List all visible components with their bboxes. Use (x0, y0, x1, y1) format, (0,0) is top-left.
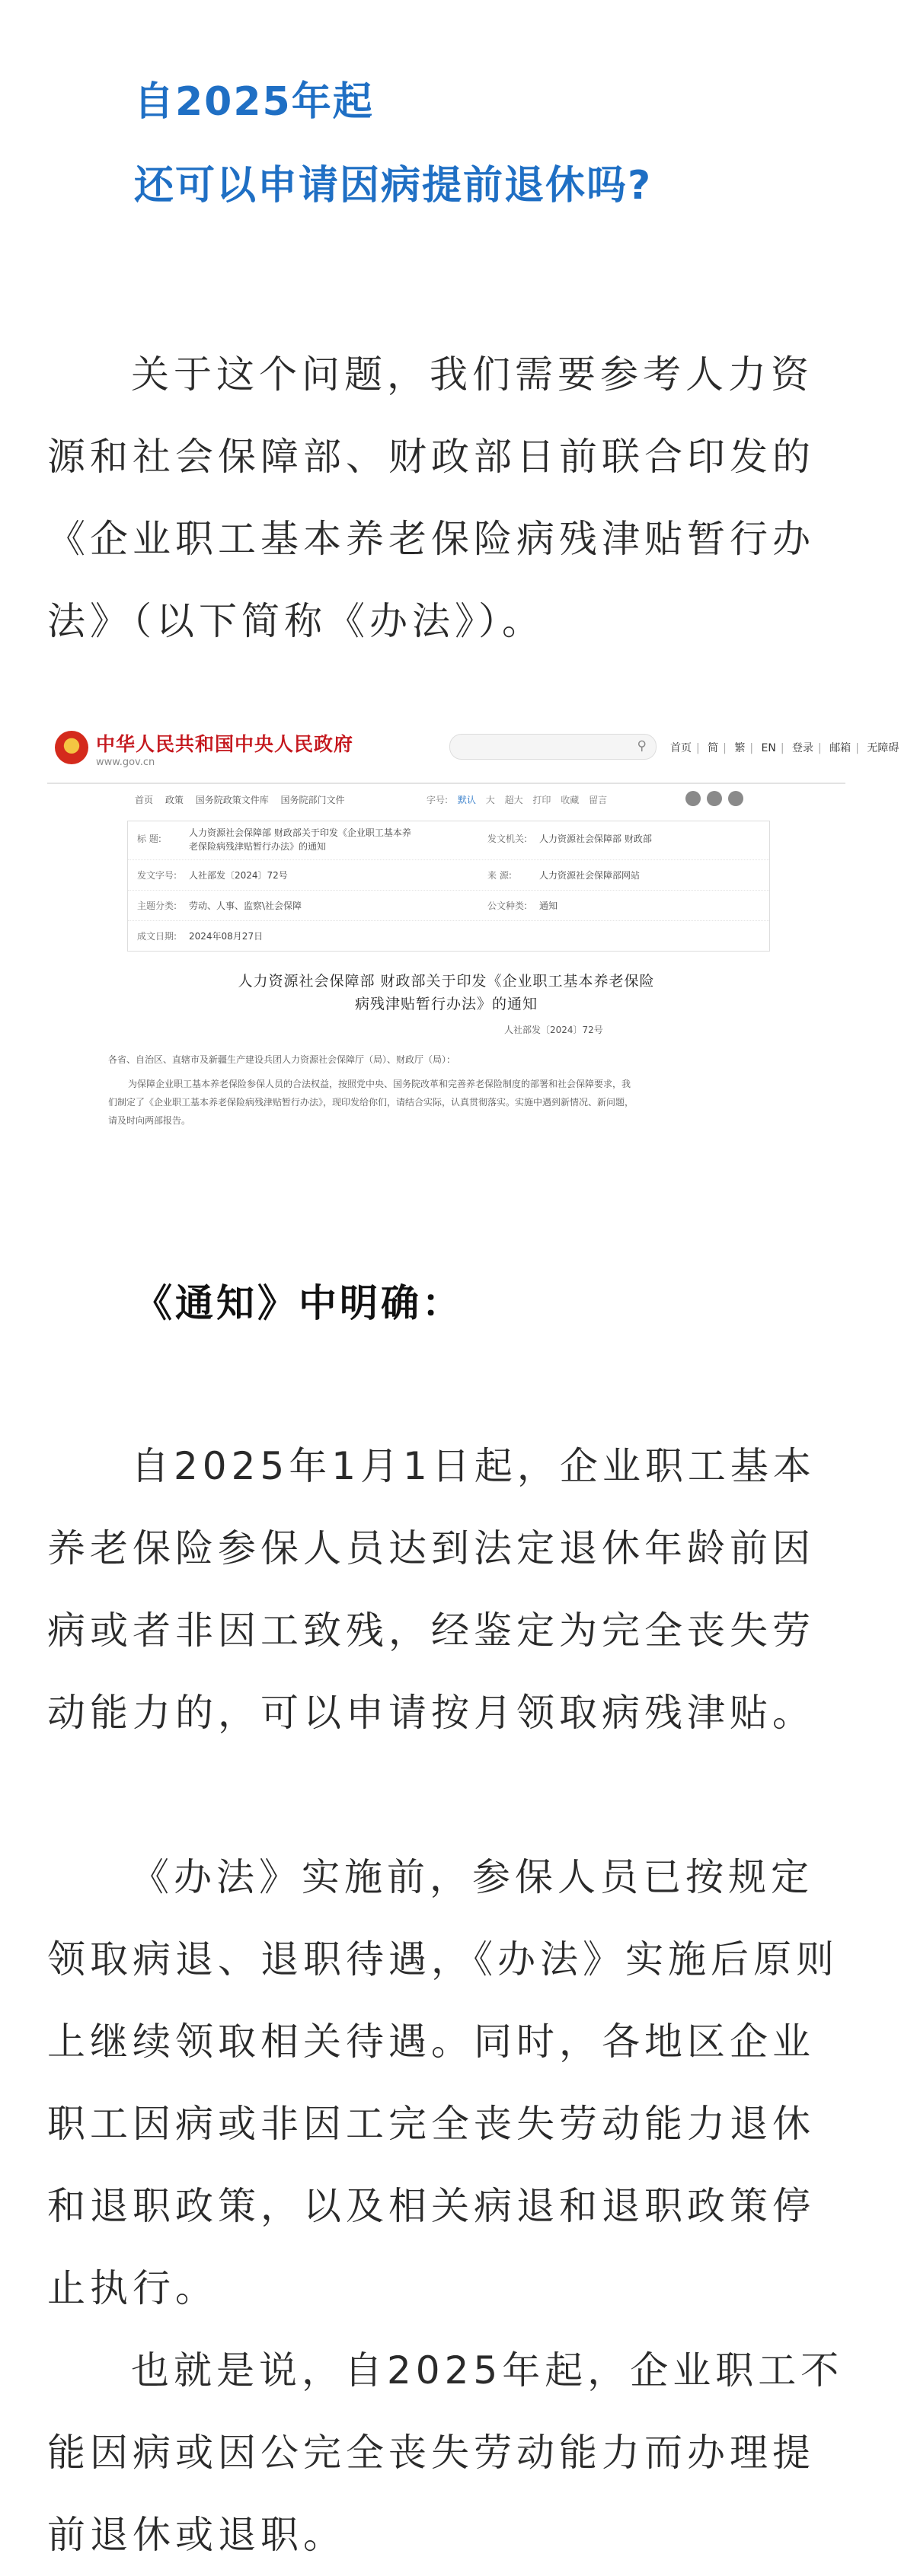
info-row-date: 成文日期: 2024年08月27日 (137, 931, 264, 942)
doc-recipients: 各省、自治区、直辖市及新疆生产建设兵团人力资源社会保障厅（局）、财政厅（局）： (108, 1054, 456, 1065)
font-extra-button[interactable]: 超大 (504, 795, 523, 805)
notice-heading: 《通知》中明确： (134, 1281, 463, 1325)
nav-accessibility[interactable]: 无障碍 (867, 742, 899, 754)
qq-share-icon[interactable] (728, 791, 743, 806)
gov-search-input[interactable] (449, 734, 657, 760)
doc-title-line1: 人力资源社会保障部 财政部关于印发《企业职工基本养老保险 (238, 973, 655, 990)
doc-body-line1: 为保障企业职工基本养老保险参保人员的合法权益，按照党中央、国务院改革和完善养老保险制度的部署和社会保障要求，我 (128, 1079, 631, 1089)
breadcrumb (135, 793, 354, 806)
font-large-button[interactable]: 大 (485, 795, 495, 805)
doc-number: 人社部发〔2024〕72号 (504, 1025, 603, 1035)
nav-login[interactable]: 登录 (792, 742, 814, 754)
nav-english[interactable]: EN (761, 742, 776, 754)
nav-mail[interactable]: 邮箱 (829, 742, 851, 754)
document-info-box (127, 821, 770, 952)
gov-header (47, 719, 899, 786)
paragraph-3: 也就是说，自2025年起，企业职工不能因病或因公完全丧失劳动能力而办理提前退休或退职。 (47, 2348, 844, 2557)
gov-site-url: www.gov.cn (96, 757, 155, 768)
intro-paragraph: 关于这个问题，我们需要参考人力资源和社会保障部、财政部日前联合印发的《企业职工基本养老保险病残津贴暂行办法》（以下简称《办法》）。 (47, 352, 815, 643)
article-title-line2: 还可以申请因病提前退休吗? (134, 163, 653, 209)
breadcrumb-home[interactable]: 首页 (135, 795, 154, 805)
doc-body-line3: 请及时向两部报告。 (108, 1115, 191, 1126)
national-emblem-icon (55, 731, 88, 764)
doc-body-line2: 们制定了《企业职工基本养老保险病残津贴暂行办法》，现印发给你们，请结合实际，认真贯彻落实。实施中遇到新情况、新问题， (108, 1097, 634, 1108)
gov-site-name[interactable]: 中华人民共和国中央人民政府 (96, 733, 354, 755)
comment-button[interactable]: 留言 (589, 795, 608, 805)
nav-simplified[interactable]: 简 (708, 742, 719, 754)
info-row-title: 标 题: 人力资源社会保障部 财政部关于印发《企业职工基本养老保险病残津贴暂行办法》的通知 发文机关: 人力资源社会保障部 财政部 (128, 821, 769, 860)
share-icons (685, 790, 749, 806)
article-title-line1: 自2025年起 (134, 79, 374, 125)
nav-traditional[interactable]: 繁 (734, 742, 746, 754)
header-divider (47, 783, 845, 784)
breadcrumb-dept-files[interactable]: 国务院部门文件 (280, 795, 345, 805)
breadcrumb-policy[interactable]: 政策 (165, 795, 184, 805)
info-row-category: 主题分类: 劳动、人事、监察\社会保障 公文种类: 通知 (128, 890, 769, 921)
info-row-docno: 发文字号: 人社部发〔2024〕72号 来 源: 人力资源社会保障部网站 (128, 859, 769, 891)
nav-home[interactable]: 首页 (670, 742, 692, 754)
favorite-button[interactable]: 收藏 (561, 795, 580, 805)
font-default-button[interactable]: 默认 (457, 795, 476, 805)
search-icon[interactable]: ⚲ (637, 738, 647, 754)
article-tools (427, 793, 614, 806)
paragraph-2: 《办法》实施前，参保人员已按规定领取病退、退职待遇，《办法》实施后原则上继续领取相关待遇。同时，各地区企业职工因病或非因工完全丧失劳动能力退休和退职政策，以及相关病退和退职政策停止执行。 (47, 1855, 839, 2310)
wechat-share-icon[interactable] (685, 791, 701, 806)
doc-title-line2: 病残津贴暂行办法》的通知 (354, 996, 538, 1012)
paragraph-1: 自2025年1月1日起，企业职工基本养老保险参保人员达到法定退休年龄前因病或者非因工致残，经鉴定为完全丧失劳动能力的，可以申请按月领取病残津贴。 (47, 1444, 816, 1735)
gov-document-screenshot (47, 719, 899, 1136)
weibo-share-icon[interactable] (707, 791, 722, 806)
breadcrumb-library[interactable]: 国务院政策文件库 (195, 795, 269, 805)
print-button[interactable]: 打印 (532, 795, 551, 805)
font-size-label: 字号: (427, 795, 449, 805)
gov-top-nav: 首页 | 简 | 繁 | EN | 登录 | 邮箱 | 无障碍 (670, 742, 899, 754)
